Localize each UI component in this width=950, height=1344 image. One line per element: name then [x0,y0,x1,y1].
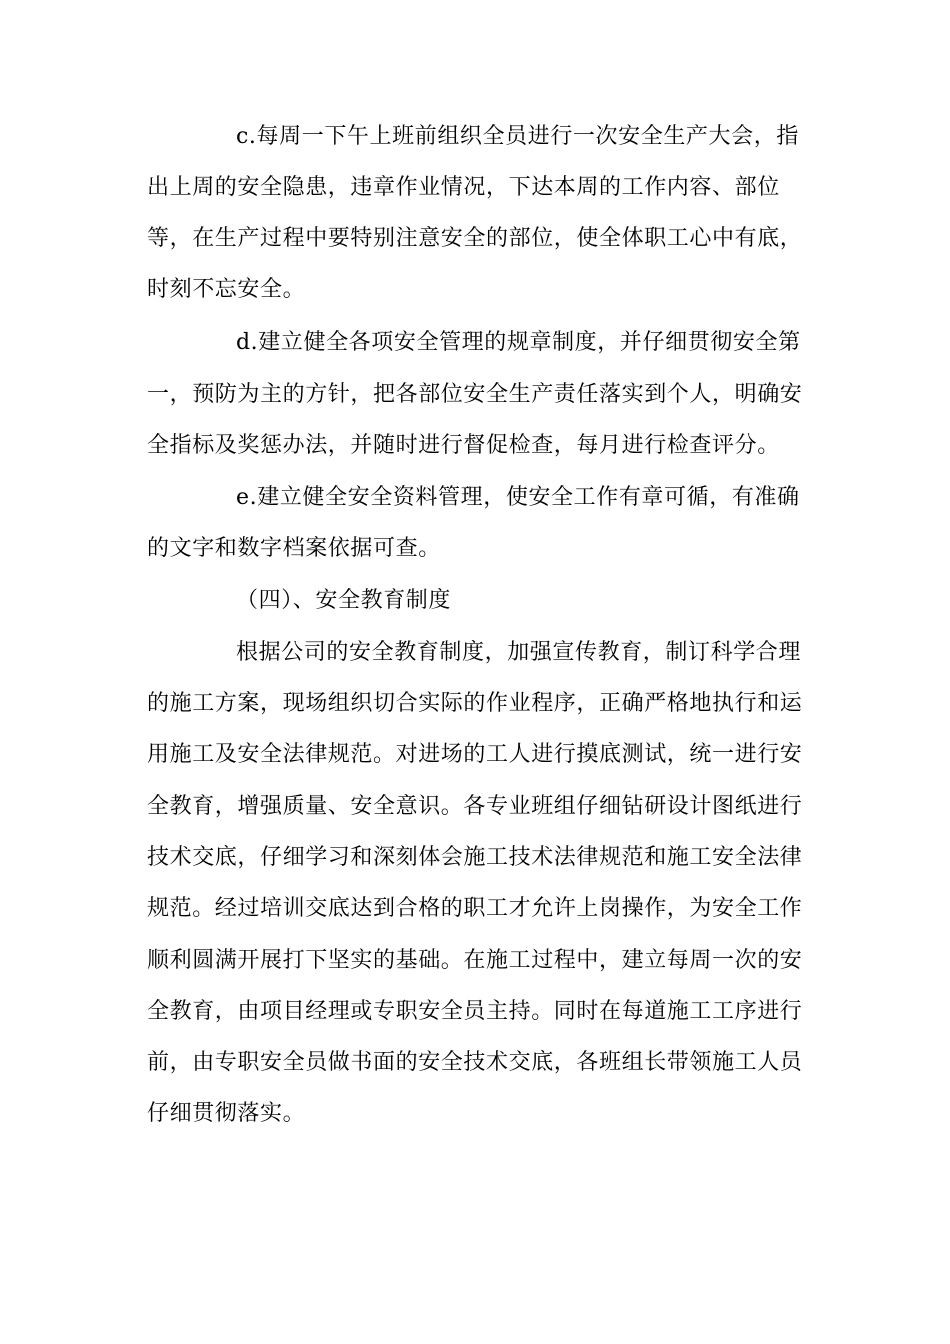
paragraph-c-line-3: 等，在生产过程中要特别注意安全的部位，使全体职工心中有底， [147,226,803,251]
paragraph-d-line-3: 全指标及奖惩办法，并随时进行督促检查，每月进行检查评分。 [147,433,780,458]
paragraph-c-line-1: c.每周一下午上班前组织全员进行一次安全生产大会，指 [236,124,799,149]
education-paragraph-line-7: 顺利圆满开展打下坚实的基础。在施工过程中，建立每周一次的安 [147,948,803,973]
paragraph-d-line-2: 一，预防为主的方针，把各部位安全生产责任落实到个人，明确安 [147,382,803,407]
education-paragraph-line-8: 全教育，由项目经理或专职安全员主持。同时在每道施工工序进行 [147,999,803,1024]
education-paragraph-line-1: 根据公司的安全教育制度，加强宣传教育，制订科学合理 [236,640,802,665]
paragraph-c-line-4: 时刻不忘安全。 [147,277,306,302]
education-paragraph-line-5: 技术交底，仔细学习和深刻体会施工技术法律规范和施工安全法律 [147,845,803,870]
paragraph-e-line-1: e.建立健全安全资料管理，使安全工作有章可循，有准确 [236,485,800,510]
education-paragraph-line-3: 用施工及安全法律规范。对进场的工人进行摸底测试，统一进行安 [147,742,803,767]
section-heading: （四）、安全教育制度 [236,588,452,613]
paragraph-d-line-1: d.建立健全各项安全管理的规章制度，并仔细贯彻安全第 [236,330,801,355]
education-paragraph-line-6: 规范。经过培训交底达到合格的职工才允许上岗操作，为安全工作 [147,896,803,921]
education-paragraph-line-4: 全教育，增强质量、安全意识。各专业班组仔细钻研设计图纸进行 [147,794,803,819]
education-paragraph-line-9: 前，由专职安全员做书面的安全技术交底，各班组长带领施工人员 [147,1050,803,1075]
paragraph-c-line-2: 出上周的安全隐患，违章作业情况，下达本周的工作内容、部位 [147,175,780,200]
education-paragraph-line-2: 的施工方案，现场组织切合实际的作业程序，正确严格地执行和运 [147,691,803,716]
paragraph-e-line-2: 的文字和数字档案依据可查。 [147,536,441,561]
education-paragraph-line-10: 仔细贯彻落实。 [147,1101,306,1126]
